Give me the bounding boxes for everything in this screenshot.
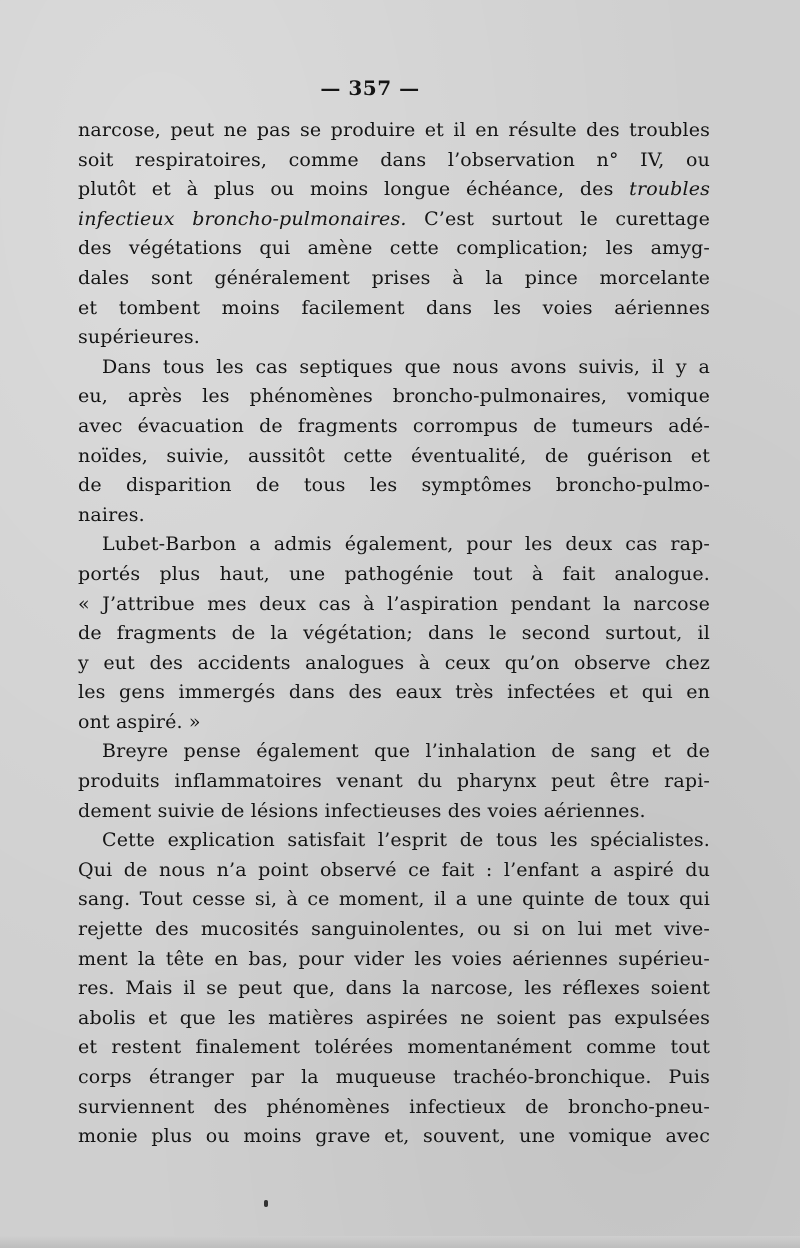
text-line: Lubet-Barbon a admis également, pour les deux cas rap- — [102, 533, 710, 556]
text-line: Qui de nous n’a point observé ce fait : l’enfant a aspiré du — [78, 858, 710, 881]
text-line: et tombent moins facilement dans les voies aériennes — [78, 296, 710, 319]
paragraph — [78, 530, 710, 737]
text-line: narcose, peut ne pas se produire et il en résulte des troubles — [78, 119, 710, 141]
text-line: corps étranger par la muqueuse trachéo-bronchique. Puis — [78, 1066, 710, 1088]
text-line: sang. Tout cesse si, à ce moment, il a une quinte de toux qui — [78, 888, 710, 911]
text-run: C’est surtout le curettage — [406, 207, 710, 230]
paragraph — [78, 116, 710, 353]
text-line: res. Mais il se peut que, dans la narcose, les réflexes soient — [78, 977, 710, 1000]
page-number: — 357 — — [320, 76, 420, 100]
text-line: Breyre pense également que l’inhalation de sang et de — [102, 740, 710, 763]
text-line: supérieures. — [78, 326, 200, 349]
text-line: les gens immergés dans des eaux très infectées et qui en — [78, 681, 710, 704]
text-line: de fragments de la végétation; dans le second surtout, il — [78, 622, 710, 645]
text-line: produits inflammatoires venant du pharynx peut être rapi- — [78, 770, 710, 793]
text-line: dales sont généralement prises à la pince morcelante — [78, 266, 710, 289]
text-line: de disparition de tous les symptômes broncho-pulmo- — [78, 474, 710, 497]
text-line: surviennent des phénomènes infectieux de broncho-pneu- — [78, 1095, 710, 1118]
text-line: et restent finalement tolérées momentanément comme tout — [78, 1036, 710, 1059]
text-line: ont aspiré. » — [78, 710, 201, 733]
text-line: des végétations qui amène cette complication; les amyg- — [78, 237, 710, 260]
text-line: monie plus ou moins grave et, souvent, une vomique avec — [78, 1125, 710, 1148]
text-line: soit respiratoires, comme dans l’observation n° IV, ou — [78, 148, 710, 171]
text-line: ment la tête en bas, pour vider les voies aériennes supérieu- — [78, 947, 710, 970]
paragraph — [78, 737, 710, 826]
text-line: rejette des mucosités sanguinolentes, ou si on lui met vive- — [78, 918, 710, 941]
text-line: eu, après les phénomènes broncho-pulmonaires, vomique — [78, 385, 710, 408]
body-text — [78, 116, 710, 1152]
text-line: avec évacuation de fragments corrompus de tumeurs adé- — [78, 414, 710, 437]
text-line: naires. — [78, 503, 145, 526]
italic-text: infectieux broncho-pulmonaires. — [78, 207, 407, 230]
text-line: noïdes, suivie, aussitôt cette éventualité, de guérison et — [78, 444, 710, 467]
text-line — [78, 175, 710, 205]
text-line: Dans tous les cas septiques que nous avons suivis, il y a — [102, 355, 710, 378]
text-run: plutôt et à plus ou moins longue échéance, des — [78, 178, 630, 201]
text-line: abolis et que les matières aspirées ne soient pas expulsées — [78, 1006, 710, 1029]
ink-speck — [264, 1200, 268, 1207]
page-edge — [0, 1236, 800, 1248]
text-line — [78, 205, 710, 235]
text-line: Cette explication satisfait l’esprit de tous les spécialistes. — [102, 829, 710, 852]
text-line: dement suivie de lésions infectieuses des voies aériennes. — [78, 799, 646, 822]
text-line: y eut des accidents analogues à ceux qu’on observe chez — [78, 651, 710, 674]
paragraph — [78, 353, 710, 531]
paragraph — [78, 826, 710, 1152]
text-line: « J’attribue mes deux cas à l’aspiration pendant la narcose — [78, 592, 710, 615]
text-line: portés plus haut, une pathogénie tout à fait analogue. — [78, 562, 710, 585]
italic-text: troubles — [629, 178, 710, 201]
